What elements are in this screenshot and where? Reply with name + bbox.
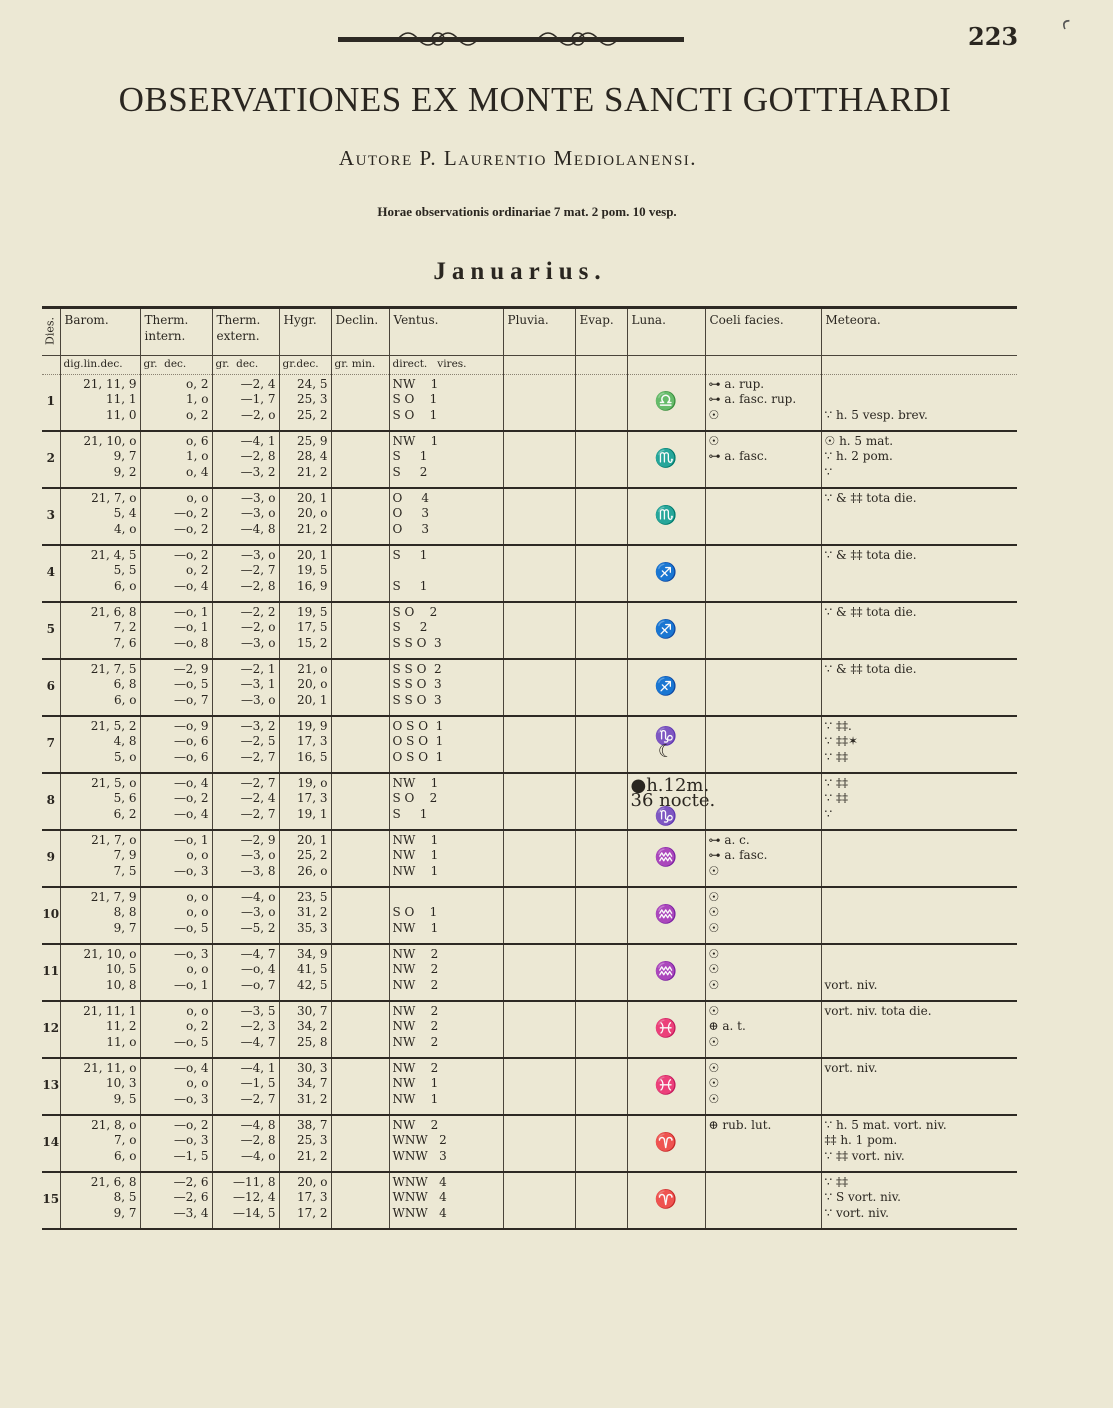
evap-cell <box>575 602 627 659</box>
observation-hours: Horae observationis ordinariae 7 mat. 2 pom. 10 vesp. <box>377 204 677 219</box>
luna-cell: ♏ <box>627 488 705 545</box>
hygr-cell: 25, 9 28, 4 21, 2 <box>279 431 331 488</box>
ventus-cell: NW 2 NW 2 NW 2 <box>389 1001 503 1058</box>
col-dies: Dies. <box>42 308 60 356</box>
hygr-cell: 23, 5 31, 2 35, 3 <box>279 887 331 944</box>
therm-extern-cell: —3, o —3, o —4, 8 <box>212 488 279 545</box>
barom-cell: 21, 10, o 10, 5 10, 8 <box>60 944 140 1001</box>
therm-extern-cell: —3, 5 —2, 3 —4, 7 <box>212 1001 279 1058</box>
day-number: 2 <box>42 431 60 488</box>
coeli-cell: ☉ ☉ ☉ <box>705 1058 821 1115</box>
meteora-cell: vort. niv. tota die. <box>821 1001 1017 1058</box>
pluvia-cell <box>503 944 575 1001</box>
meteora-cell: ☉ h. 5 mat. ∵ h. 2 pom. ∵ <box>821 431 1017 488</box>
therm-extern-cell: —4, 1 —1, 5 —2, 7 <box>212 1058 279 1115</box>
meteora-cell: ∵ h. 5 mat. vort. niv. ‡‡ h. 1 pom. ∵ ‡‡ vort. niv. <box>821 1115 1017 1172</box>
therm-intern-cell: —o, 3 o, o —o, 1 <box>140 944 212 1001</box>
hygr-cell: 19, 5 17, 5 15, 2 <box>279 602 331 659</box>
therm-extern-cell: —2, 2 —2, o —3, o <box>212 602 279 659</box>
declin-cell <box>331 1172 389 1229</box>
unit-ventus: direct. vires. <box>389 356 503 375</box>
pluvia-cell <box>503 887 575 944</box>
unit-meteora <box>821 356 1017 375</box>
table-row <box>42 716 1017 773</box>
table-row <box>42 830 1017 887</box>
ventus-cell: O S O 1 O S O 1 O S O 1 <box>389 716 503 773</box>
evap-cell <box>575 773 627 830</box>
ventus-cell: NW 1 S O 1 S O 1 <box>389 374 503 431</box>
hygr-cell: 20, 1 20, o 21, 2 <box>279 488 331 545</box>
therm-extern-cell: —4, 7 —o, 4 —o, 7 <box>212 944 279 1001</box>
day-number: 14 <box>42 1115 60 1172</box>
unit-evap <box>575 356 627 375</box>
day-number: 10 <box>42 887 60 944</box>
ornament-rule <box>338 26 684 52</box>
declin-cell <box>331 431 389 488</box>
evap-cell <box>575 1172 627 1229</box>
col-evap: Evap. <box>575 308 627 356</box>
unit-pluvia <box>503 356 575 375</box>
day-number: 7 <box>42 716 60 773</box>
therm-intern-cell: —o, 1 —o, 1 —o, 8 <box>140 602 212 659</box>
evap-cell <box>575 830 627 887</box>
therm-extern-cell: —3, 2 —2, 5 —2, 7 <box>212 716 279 773</box>
therm-intern-cell: —o, 1 o, o —o, 3 <box>140 830 212 887</box>
day-number: 15 <box>42 1172 60 1229</box>
evap-cell <box>575 545 627 602</box>
ventus-cell: NW 1 S 1 S 2 <box>389 431 503 488</box>
luna-cell: ♈ <box>627 1115 705 1172</box>
meteora-cell: ∵ h. 5 vesp. brev. <box>821 374 1017 431</box>
ventus-cell: O 4 O 3 O 3 <box>389 488 503 545</box>
coeli-cell <box>705 659 821 716</box>
declin-cell <box>331 830 389 887</box>
table-row <box>42 887 1017 944</box>
ventus-cell: NW 2 WNW 2 WNW 3 <box>389 1115 503 1172</box>
therm-intern-cell: o, o —o, 2 —o, 2 <box>140 488 212 545</box>
declin-cell <box>331 773 389 830</box>
luna-cell: ♑ ☾ <box>627 716 705 773</box>
meteora-cell: vort. niv. <box>821 944 1017 1001</box>
declin-cell <box>331 659 389 716</box>
unit-therm-extern: gr. dec. <box>212 356 279 375</box>
pluvia-cell <box>503 1172 575 1229</box>
meteora-cell: ∵ & ‡‡ tota die. <box>821 602 1017 659</box>
therm-intern-cell: —o, 4 o, o —o, 3 <box>140 1058 212 1115</box>
ventus-cell: NW 1 NW 1 NW 1 <box>389 830 503 887</box>
declin-cell <box>331 602 389 659</box>
coeli-cell: ☉ ☉ ☉ <box>705 887 821 944</box>
page-title: OBSERVATIONES EX MONTE SANCTI GOTTHARDI <box>118 80 952 119</box>
coeli-cell <box>705 545 821 602</box>
hygr-cell: 19, 9 17, 3 16, 5 <box>279 716 331 773</box>
table-row <box>42 1058 1017 1115</box>
meteora-cell: ∵ ‡‡. ∵ ‡‡✶ ∵ ‡‡ <box>821 716 1017 773</box>
ventus-cell: NW 1 S O 2 S 1 <box>389 773 503 830</box>
hygr-cell: 34, 9 41, 5 42, 5 <box>279 944 331 1001</box>
hygr-cell: 30, 7 34, 2 25, 8 <box>279 1001 331 1058</box>
table-row <box>42 773 1017 830</box>
table-row <box>42 488 1017 545</box>
therm-extern-cell: —4, o —3, o —5, 2 <box>212 887 279 944</box>
col-coeli: Coeli facies. <box>705 308 821 356</box>
barom-cell: 21, 6, 8 8, 5 9, 7 <box>60 1172 140 1229</box>
evap-cell <box>575 374 627 431</box>
luna-cell: ♓ <box>627 1001 705 1058</box>
declin-cell <box>331 488 389 545</box>
unit-declin: gr. min. <box>331 356 389 375</box>
table-row <box>42 374 1017 431</box>
therm-extern-cell: —2, 4 —1, 7 —2, o <box>212 374 279 431</box>
unit-barom: dig.lin.dec. <box>60 356 140 375</box>
barom-cell: 21, 5, 2 4, 8 5, o <box>60 716 140 773</box>
coeli-cell: ☉ ⊶ a. fasc. <box>705 431 821 488</box>
table-row <box>42 545 1017 602</box>
coeli-cell: ⊕ rub. lut. <box>705 1115 821 1172</box>
therm-extern-cell: —2, 9 —3, o —3, 8 <box>212 830 279 887</box>
pluvia-cell <box>503 374 575 431</box>
barom-cell: 21, 7, o 7, 9 7, 5 <box>60 830 140 887</box>
pluvia-cell <box>503 716 575 773</box>
therm-extern-cell: —11, 8 —12, 4 —14, 5 <box>212 1172 279 1229</box>
barom-cell: 21, 4, 5 5, 5 6, o <box>60 545 140 602</box>
evap-cell <box>575 1115 627 1172</box>
evap-cell <box>575 716 627 773</box>
barom-cell: 21, 5, o 5, 6 6, 2 <box>60 773 140 830</box>
hygr-cell: 20, 1 25, 2 26, o <box>279 830 331 887</box>
table-row <box>42 1001 1017 1058</box>
declin-cell <box>331 545 389 602</box>
hygr-cell: 20, o 17, 3 17, 2 <box>279 1172 331 1229</box>
therm-intern-cell: —o, 2 o, 2 —o, 4 <box>140 545 212 602</box>
therm-intern-cell: —o, 4 —o, 2 —o, 4 <box>140 773 212 830</box>
declin-cell <box>331 944 389 1001</box>
col-therm-intern: Therm. intern. <box>140 308 212 356</box>
day-number: 11 <box>42 944 60 1001</box>
meteora-cell: vort. niv. <box>821 1058 1017 1115</box>
declin-cell <box>331 887 389 944</box>
therm-intern-cell: —2, 6 —2, 6 —3, 4 <box>140 1172 212 1229</box>
unit-row <box>42 356 1017 375</box>
hygr-cell: 21, o 20, o 20, 1 <box>279 659 331 716</box>
luna-cell: ♎ <box>627 374 705 431</box>
meteora-cell: ∵ & ‡‡ tota die. <box>821 545 1017 602</box>
coeli-cell: ☉ ⊕ a. t. ☉ <box>705 1001 821 1058</box>
evap-cell <box>575 488 627 545</box>
therm-intern-cell: —o, 9 —o, 6 —o, 6 <box>140 716 212 773</box>
pluvia-cell <box>503 488 575 545</box>
pluvia-cell <box>503 1058 575 1115</box>
declin-cell <box>331 1001 389 1058</box>
unit-luna <box>627 356 705 375</box>
ventus-cell: S O 2 S 2 S S O 3 <box>389 602 503 659</box>
unit-dies <box>42 356 60 375</box>
month-heading: Januarius. <box>433 258 607 285</box>
barom-cell: 21, 11, 9 11, 1 11, 0 <box>60 374 140 431</box>
declin-cell <box>331 1058 389 1115</box>
luna-cell: ♏ <box>627 431 705 488</box>
barom-cell: 21, 6, 8 7, 2 7, 6 <box>60 602 140 659</box>
luna-cell: ♒ <box>627 887 705 944</box>
day-number: 6 <box>42 659 60 716</box>
day-number: 12 <box>42 1001 60 1058</box>
meteora-cell <box>821 830 1017 887</box>
therm-extern-cell: —3, o —2, 7 —2, 8 <box>212 545 279 602</box>
declin-cell <box>331 1115 389 1172</box>
luna-cell: ♒ <box>627 944 705 1001</box>
unit-hygr: gr.dec. <box>279 356 331 375</box>
table-row <box>42 431 1017 488</box>
coeli-cell: ☉ ☉ ☉ <box>705 944 821 1001</box>
table-row <box>42 659 1017 716</box>
coeli-cell <box>705 602 821 659</box>
barom-cell: 21, 11, 1 11, 2 11, o <box>60 1001 140 1058</box>
luna-cell: ♒ <box>627 830 705 887</box>
header-row <box>42 308 1017 356</box>
table-row <box>42 1172 1017 1229</box>
table-row <box>42 602 1017 659</box>
col-hygr: Hygr. <box>279 308 331 356</box>
therm-intern-cell: —2, 9 —o, 5 —o, 7 <box>140 659 212 716</box>
meteora-cell: ∵ & ‡‡ tota die. <box>821 659 1017 716</box>
declin-cell <box>331 716 389 773</box>
col-therm-extern: Therm. extern. <box>212 308 279 356</box>
evap-cell <box>575 1001 627 1058</box>
hygr-cell: 30, 3 34, 7 31, 2 <box>279 1058 331 1115</box>
pluvia-cell <box>503 1001 575 1058</box>
col-ventus: Ventus. <box>389 308 503 356</box>
author-line: Autore P. Laurentio Mediolanensi. <box>338 146 698 170</box>
coeli-cell: ⊶ a. c. ⊶ a. fasc. ☉ <box>705 830 821 887</box>
meteora-cell: ∵ ‡‡ ∵ S vort. niv. ∵ vort. niv. <box>821 1172 1017 1229</box>
therm-intern-cell: o, 6 1, o o, 4 <box>140 431 212 488</box>
evap-cell <box>575 944 627 1001</box>
hygr-cell: 20, 1 19, 5 16, 9 <box>279 545 331 602</box>
day-number: 4 <box>42 545 60 602</box>
barom-cell: 21, 11, o 10, 3 9, 5 <box>60 1058 140 1115</box>
therm-intern-cell: —o, 2 —o, 3 —1, 5 <box>140 1115 212 1172</box>
declin-cell <box>331 374 389 431</box>
pluvia-cell <box>503 659 575 716</box>
therm-extern-cell: —2, 7 —2, 4 —2, 7 <box>212 773 279 830</box>
hygr-cell: 24, 5 25, 3 25, 2 <box>279 374 331 431</box>
coeli-cell: ⊶ a. rup. ⊶ a. fasc. rup. ☉ <box>705 374 821 431</box>
ventus-cell: S 1 S 1 <box>389 545 503 602</box>
meteora-cell: ∵ & ‡‡ tota die. <box>821 488 1017 545</box>
pluvia-cell <box>503 602 575 659</box>
col-declin: Declin. <box>331 308 389 356</box>
evap-cell <box>575 1058 627 1115</box>
day-number: 5 <box>42 602 60 659</box>
day-number: 9 <box>42 830 60 887</box>
therm-intern-cell: o, o o, o —o, 5 <box>140 887 212 944</box>
luna-cell: ♐ <box>627 545 705 602</box>
observation-table <box>42 306 1017 1230</box>
barom-cell: 21, 10, o 9, 7 9, 2 <box>60 431 140 488</box>
luna-cell: ♈ <box>627 1172 705 1229</box>
therm-intern-cell: o, 2 1, o o, 2 <box>140 374 212 431</box>
therm-extern-cell: —2, 1 —3, 1 —3, o <box>212 659 279 716</box>
coeli-cell <box>705 773 821 830</box>
evap-cell <box>575 431 627 488</box>
hygr-cell: 19, o 17, 3 19, 1 <box>279 773 331 830</box>
pluvia-cell <box>503 830 575 887</box>
col-pluvia: Pluvia. <box>503 308 575 356</box>
table-row <box>42 944 1017 1001</box>
luna-cell: ♓ <box>627 1058 705 1115</box>
coeli-cell <box>705 716 821 773</box>
barom-cell: 21, 7, o 5, 4 4, o <box>60 488 140 545</box>
barom-cell: 21, 7, 9 8, 8 9, 7 <box>60 887 140 944</box>
col-luna: Luna. <box>627 308 705 356</box>
pluvia-cell <box>503 431 575 488</box>
ventus-cell: NW 2 NW 1 NW 1 <box>389 1058 503 1115</box>
meteora-cell: ∵ ‡‡ ∵ ‡‡ ∵ <box>821 773 1017 830</box>
barom-cell: 21, 7, 5 6, 8 6, o <box>60 659 140 716</box>
evap-cell <box>575 659 627 716</box>
ventus-cell: S O 1 NW 1 <box>389 887 503 944</box>
day-number: 3 <box>42 488 60 545</box>
col-meteora: Meteora. <box>821 308 1017 356</box>
ventus-cell: NW 2 NW 2 NW 2 <box>389 944 503 1001</box>
ventus-cell: S S O 2 S S O 3 S S O 3 <box>389 659 503 716</box>
therm-intern-cell: o, o o, 2 —o, 5 <box>140 1001 212 1058</box>
table-row <box>42 1115 1017 1172</box>
luna-cell: ●h.12m. 36 nocte. ♑ <box>627 773 705 830</box>
therm-extern-cell: —4, 8 —2, 8 —4, o <box>212 1115 279 1172</box>
page-number: 223 <box>968 22 1019 51</box>
therm-extern-cell: —4, 1 —2, 8 —3, 2 <box>212 431 279 488</box>
evap-cell <box>575 887 627 944</box>
pluvia-cell <box>503 545 575 602</box>
day-number: 13 <box>42 1058 60 1115</box>
luna-cell: ♐ <box>627 659 705 716</box>
hygr-cell: 38, 7 25, 3 21, 2 <box>279 1115 331 1172</box>
col-barom: Barom. <box>60 308 140 356</box>
barom-cell: 21, 8, o 7, o 6, o <box>60 1115 140 1172</box>
pluvia-cell <box>503 773 575 830</box>
unit-coeli <box>705 356 821 375</box>
luna-cell: ♐ <box>627 602 705 659</box>
ventus-cell: WNW 4 WNW 4 WNW 4 <box>389 1172 503 1229</box>
unit-therm-intern: gr. dec. <box>140 356 212 375</box>
coeli-cell <box>705 1172 821 1229</box>
corner-mark: ꜥ <box>1062 14 1071 35</box>
day-number: 8 <box>42 773 60 830</box>
day-number: 1 <box>42 374 60 431</box>
coeli-cell <box>705 488 821 545</box>
pluvia-cell <box>503 1115 575 1172</box>
meteora-cell <box>821 887 1017 944</box>
